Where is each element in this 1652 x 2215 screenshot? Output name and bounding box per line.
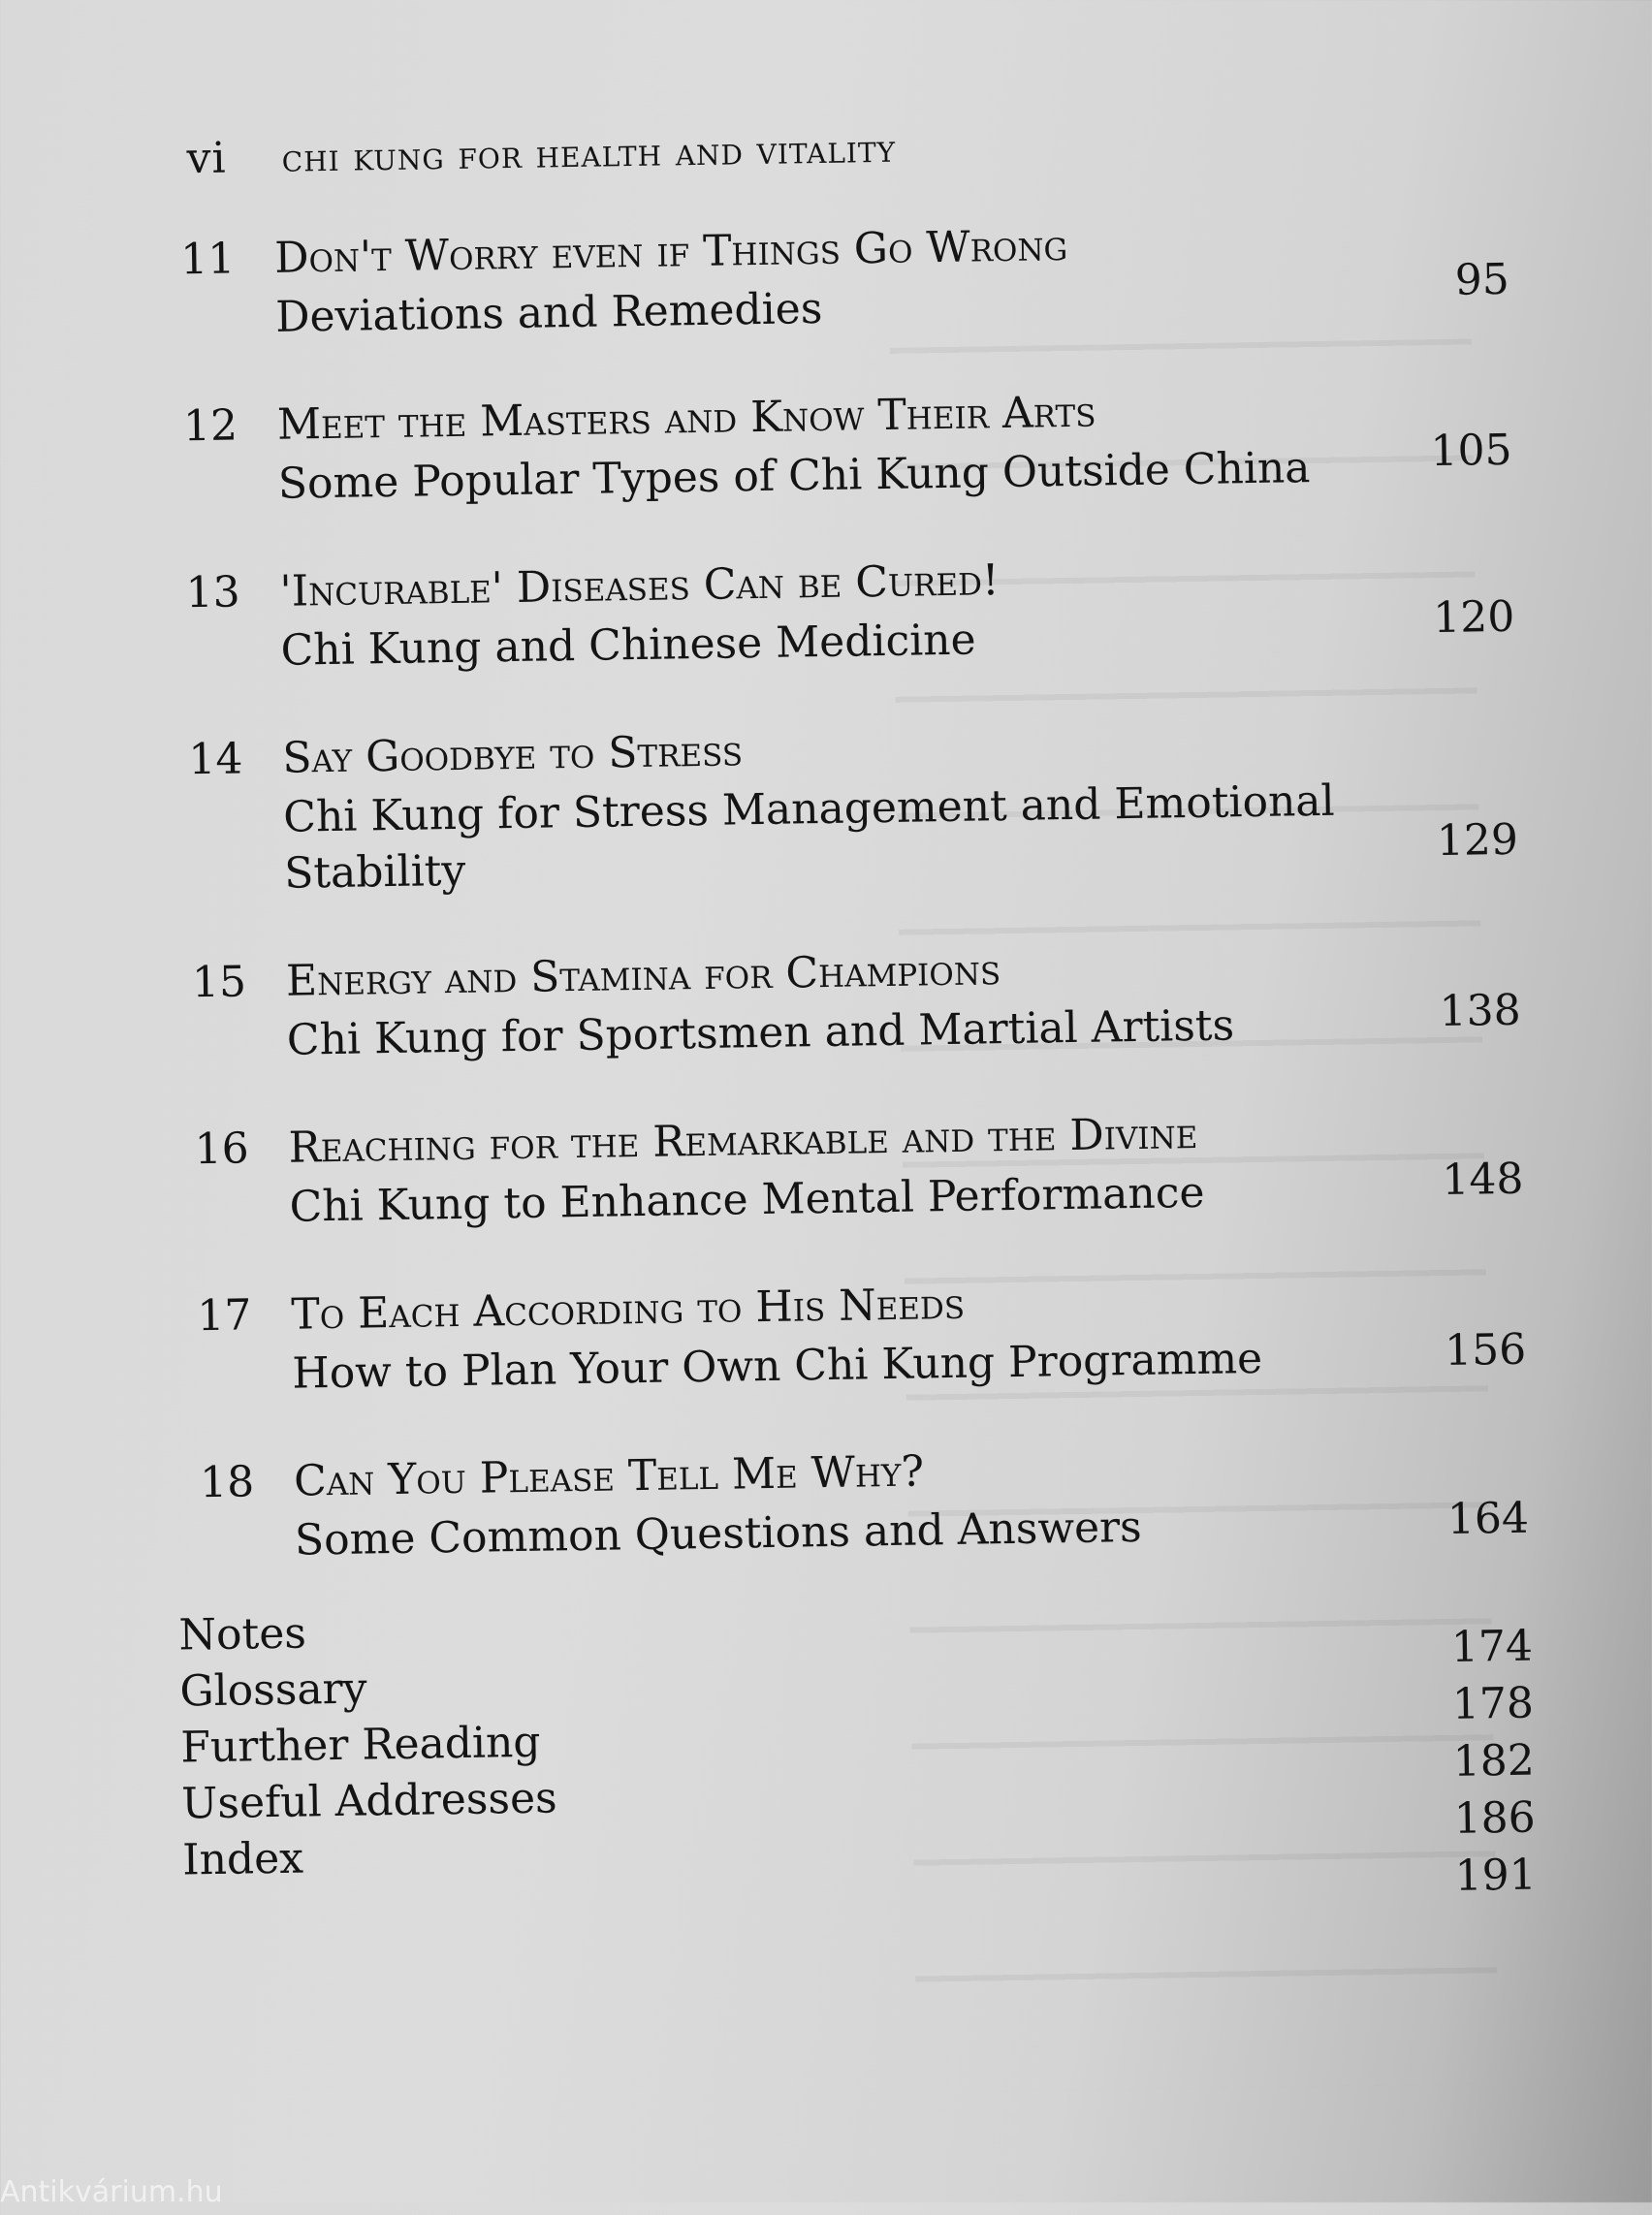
back-matter-item: Further Reading — [179, 1717, 541, 1773]
back-matter-item: Useful Addresses — [180, 1773, 558, 1829]
back-matter-page: 178 — [1451, 1678, 1535, 1729]
chapter-subtitle: How to Plan Your Own Chi Kung Programme — [291, 1333, 1263, 1399]
back-matter-labels — [178, 1601, 558, 1888]
chapter-title: Can You Please Tell Me Why? — [293, 1446, 925, 1506]
chapter-number: 17 — [197, 1290, 252, 1342]
chapter-title: Energy and Stamina for Champions — [285, 945, 1001, 1006]
watermark: Antikvárium.hu — [0, 2175, 223, 2209]
chapter-page: 95 — [1454, 254, 1510, 305]
chapter-title: Reaching for the Remarkable and the Divine — [288, 1108, 1198, 1173]
chapter-page: 138 — [1439, 985, 1522, 1037]
chapter-subtitle: Some Common Questions and Answers — [294, 1502, 1143, 1566]
chapter-page: 129 — [1436, 814, 1519, 867]
chapter-subtitle: Chi Kung to Enhance Mental Performance — [289, 1167, 1205, 1232]
chapter-subtitle: Deviations and Remedies — [274, 283, 823, 342]
running-head — [186, 123, 896, 183]
chapter-number: 15 — [191, 957, 247, 1008]
running-head-title: chi kung for health and vitality — [281, 126, 897, 181]
back-matter-page: 182 — [1452, 1735, 1536, 1787]
chapter-number: 16 — [194, 1123, 250, 1175]
back-matter-item: Notes — [178, 1608, 307, 1661]
chapter-title: To Each According to His Needs — [290, 1279, 966, 1340]
chapter-number: 11 — [179, 234, 236, 285]
back-matter-page: 191 — [1454, 1850, 1538, 1901]
chapter-number: 14 — [187, 734, 243, 785]
chapter-subtitle: Chi Kung and Chinese Medicine — [280, 615, 976, 676]
chapter-number: 12 — [182, 400, 238, 452]
back-matter-item: Glossary — [179, 1663, 367, 1717]
chapter-number: 13 — [185, 567, 241, 618]
back-matter-pages — [1450, 1618, 1538, 1905]
chapter-page: 148 — [1441, 1154, 1524, 1206]
toc-entry — [179, 214, 1510, 342]
back-matter-item: Index — [181, 1833, 304, 1885]
chapter-title: Say Goodbye to Stress — [281, 726, 744, 783]
chapter-page: 105 — [1430, 425, 1512, 477]
chapter-subtitle: Chi Kung for Stress Management and Emotional Stability — [282, 775, 1336, 899]
folio: vi — [186, 133, 227, 184]
chapter-page: 164 — [1446, 1493, 1530, 1544]
back-matter-page: 174 — [1450, 1621, 1534, 1672]
chapter-subtitle: Some Popular Types of Chi Kung Outside China — [277, 443, 1311, 509]
chapter-number: 18 — [199, 1457, 255, 1508]
chapter-title: Don't Worry even if Things Go Wrong — [273, 220, 1068, 283]
chapter-title: Meet the Masters and Know Their Arts — [276, 387, 1096, 450]
chapter-subtitle: Chi Kung for Sportsmen and Martial Artists — [286, 1000, 1235, 1065]
chapter-page: 120 — [1432, 591, 1515, 644]
back-matter-page: 186 — [1453, 1792, 1537, 1844]
chapter-title: 'Incurable' Diseases Can be Cured! — [279, 555, 1000, 617]
chapter-page: 156 — [1444, 1324, 1527, 1376]
